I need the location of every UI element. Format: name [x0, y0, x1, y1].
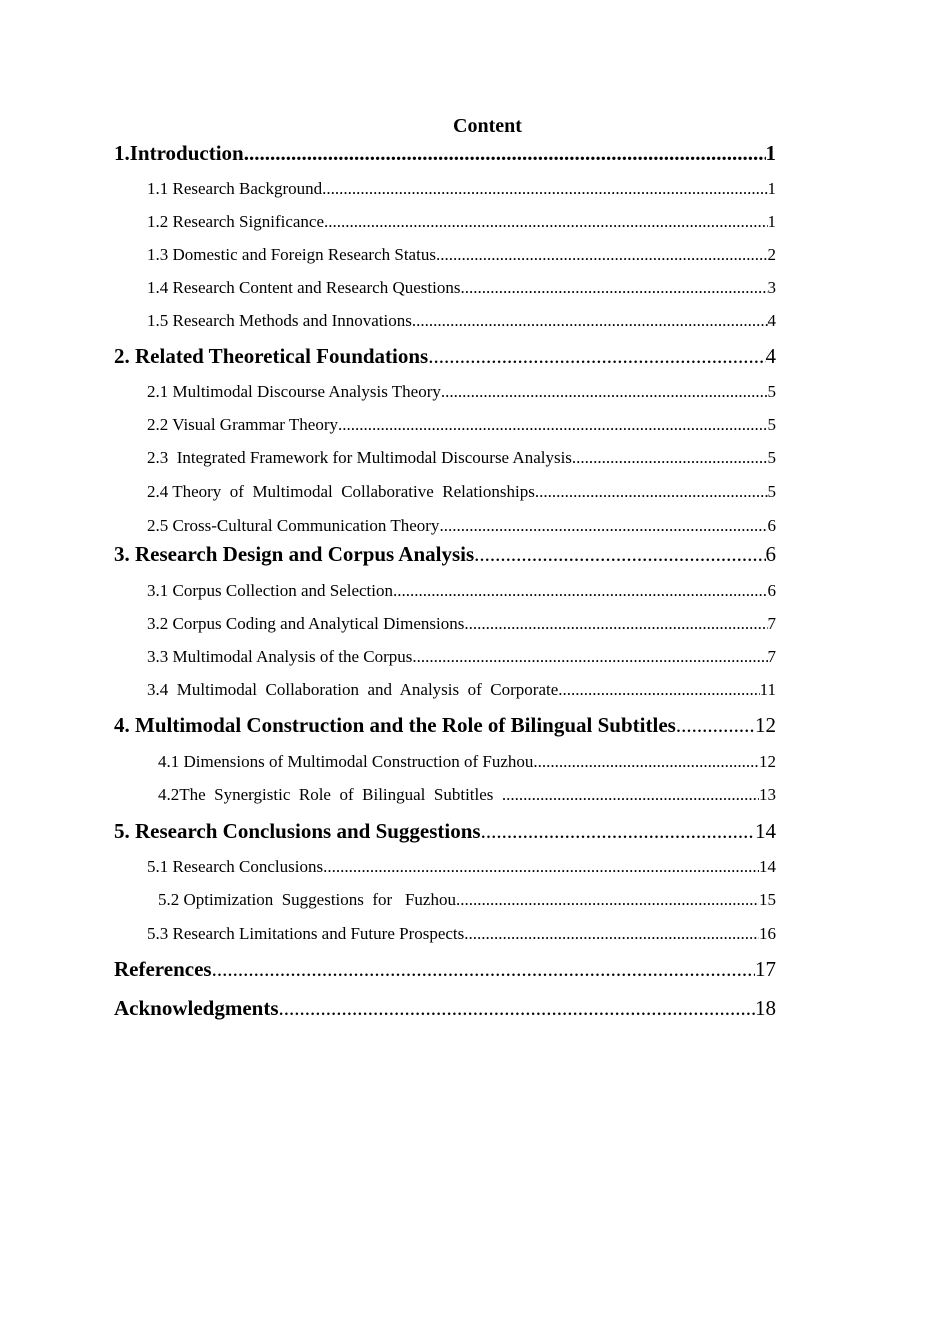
toc-leader-dots	[322, 178, 767, 200]
toc-entry-4-2[interactable]	[158, 784, 776, 806]
toc-title: Content	[453, 115, 522, 137]
toc-entry-introduction[interactable]	[114, 140, 776, 166]
toc-leader-dots	[676, 712, 755, 738]
toc-leader-dots	[436, 244, 768, 266]
toc-page-number: 13	[759, 785, 776, 804]
toc-page-number: 1	[765, 141, 776, 165]
toc-leader-dots	[460, 277, 767, 299]
toc-entry-1-4[interactable]	[147, 277, 776, 299]
toc-page-number: 5	[767, 482, 776, 501]
toc-page-number: 4	[767, 311, 776, 330]
toc-page-number: 12	[759, 752, 776, 771]
toc-entry-label: 3.2 Corpus Coding and Analytical Dimensions	[147, 614, 465, 633]
toc-leader-dots	[279, 995, 755, 1021]
toc-leader-dots	[324, 211, 767, 233]
toc-entry-theoretical-foundations[interactable]	[114, 343, 776, 369]
toc-entry-label: 1.3 Domestic and Foreign Research Status	[147, 245, 436, 264]
toc-entry-multimodal-construction[interactable]	[114, 712, 776, 738]
toc-entry-2-1[interactable]	[147, 381, 776, 403]
toc-entry-3-3[interactable]	[147, 646, 776, 668]
toc-leader-dots	[439, 515, 767, 537]
toc-entry-label: 2.5 Cross-Cultural Communication Theory	[147, 516, 440, 535]
toc-leader-dots	[412, 646, 767, 668]
toc-entry-label: 3.3 Multimodal Analysis of the Corpus	[147, 647, 413, 666]
toc-entry-label: 5.1 Research Conclusions	[147, 857, 324, 876]
toc-page-number: 11	[759, 680, 776, 699]
toc-entry-2-4[interactable]	[147, 481, 776, 503]
toc-page-number: 5	[767, 448, 776, 467]
toc-entry-1-3[interactable]	[147, 244, 776, 266]
toc-entry-3-2[interactable]	[147, 613, 776, 635]
toc-entry-label: References	[114, 957, 212, 981]
toc-entry-2-3[interactable]	[147, 447, 776, 469]
toc-entry-label: 4.2The Synergistic Role of Bilingual Subtitles	[158, 785, 502, 804]
toc-page-number: 3	[767, 278, 776, 297]
toc-page-number: 2	[767, 245, 776, 264]
toc-entry-1-5[interactable]	[147, 310, 776, 332]
toc-leader-dots	[464, 613, 767, 635]
toc-entry-acknowledgments[interactable]	[114, 995, 776, 1021]
toc-entry-2-2[interactable]	[147, 414, 776, 436]
toc-entry-5-2[interactable]	[158, 889, 776, 911]
toc-page-number: 1	[767, 179, 776, 198]
toc-entry-label: 5.3 Research Limitations and Future Prospects	[147, 924, 465, 943]
toc-page-number: 14	[755, 819, 776, 843]
toc-entry-3-1[interactable]	[147, 580, 776, 602]
toc-page-number: 15	[759, 890, 776, 909]
toc-page-number: 5	[767, 415, 776, 434]
toc-leader-dots	[412, 310, 768, 332]
toc-page-number: 5	[767, 382, 776, 401]
toc-leader-dots	[481, 818, 755, 844]
toc-entry-label: 2.2 Visual Grammar Theory	[147, 415, 338, 434]
toc-entry-label: Acknowledgments	[114, 996, 279, 1020]
toc-page-number: 6	[765, 542, 776, 566]
toc-leader-dots	[558, 679, 759, 701]
toc-leader-dots	[338, 414, 768, 436]
toc-page-number: 6	[767, 581, 776, 600]
toc-entry-label: 5.2 Optimization Suggestions for Fuzhou	[158, 890, 456, 909]
toc-entry-label: 1.1 Research Background	[147, 179, 323, 198]
toc-page-number: 6	[767, 516, 776, 535]
toc-entry-conclusions[interactable]	[114, 818, 776, 844]
toc-page-number: 14	[759, 857, 776, 876]
toc-page-number: 12	[755, 713, 776, 737]
toc-page-number: 18	[755, 996, 776, 1020]
toc-entry-label: 2.1 Multimodal Discourse Analysis Theory	[147, 382, 441, 401]
toc-entry-label: 2. Related Theoretical Foundations	[114, 344, 429, 368]
toc-leader-dots	[474, 541, 765, 567]
toc-entry-3-4[interactable]	[147, 679, 776, 701]
toc-entry-1-1[interactable]	[147, 178, 776, 200]
toc-leader-dots	[393, 580, 768, 602]
toc-leader-dots	[323, 856, 759, 878]
toc-entry-label: 4.1 Dimensions of Multimodal Construction of Fuzhou	[158, 752, 534, 771]
toc-entry-label: 1.Introduction	[114, 141, 244, 165]
toc-entry-label: 2.4 Theory of Multimodal Collaborative Relationships	[147, 482, 535, 501]
toc-page-number: 4	[765, 344, 776, 368]
toc-entry-label: 5. Research Conclusions and Suggestions	[114, 819, 481, 843]
toc-entry-label: 4. Multimodal Construction and the Role of Bilingual Subtitles	[114, 713, 676, 737]
toc-page-number: 7	[767, 647, 776, 666]
toc-page-number: 7	[767, 614, 776, 633]
toc-leader-dots	[244, 140, 766, 166]
toc-entry-1-2[interactable]	[147, 211, 776, 233]
toc-leader-dots	[441, 381, 768, 403]
toc-leader-dots	[502, 784, 759, 806]
toc-entry-5-1[interactable]	[147, 856, 776, 878]
toc-leader-dots	[456, 889, 759, 911]
toc-leader-dots	[212, 956, 755, 982]
toc-entry-label: 3. Research Design and Corpus Analysis	[114, 542, 475, 566]
toc-leader-dots	[535, 481, 768, 503]
toc-entry-label: 1.5 Research Methods and Innovations	[147, 311, 412, 330]
toc-entry-label: 1.4 Research Content and Research Questions	[147, 278, 461, 297]
toc-entry-references[interactable]	[114, 956, 776, 982]
toc-entry-2-5[interactable]	[147, 515, 776, 537]
toc-leader-dots	[572, 447, 768, 469]
toc-entry-label: 2.3 Integrated Framework for Multimodal Discourse Analysis	[147, 448, 572, 467]
toc-page-number: 17	[755, 957, 776, 981]
toc-leader-dots	[533, 751, 759, 773]
toc-entry-label: 3.4 Multimodal Collaboration and Analysis of Corporate	[147, 680, 559, 699]
toc-page-number: 1	[767, 212, 776, 231]
toc-entry-4-1[interactable]	[158, 751, 776, 773]
toc-entry-label: 1.2 Research Significance	[147, 212, 325, 231]
toc-leader-dots	[428, 343, 765, 369]
toc-entry-5-3[interactable]	[147, 923, 776, 945]
toc-page-number: 16	[759, 924, 776, 943]
toc-entry-label: 3.1 Corpus Collection and Selection	[147, 581, 393, 600]
toc-entry-research-design[interactable]	[114, 541, 776, 567]
toc-leader-dots	[464, 923, 759, 945]
